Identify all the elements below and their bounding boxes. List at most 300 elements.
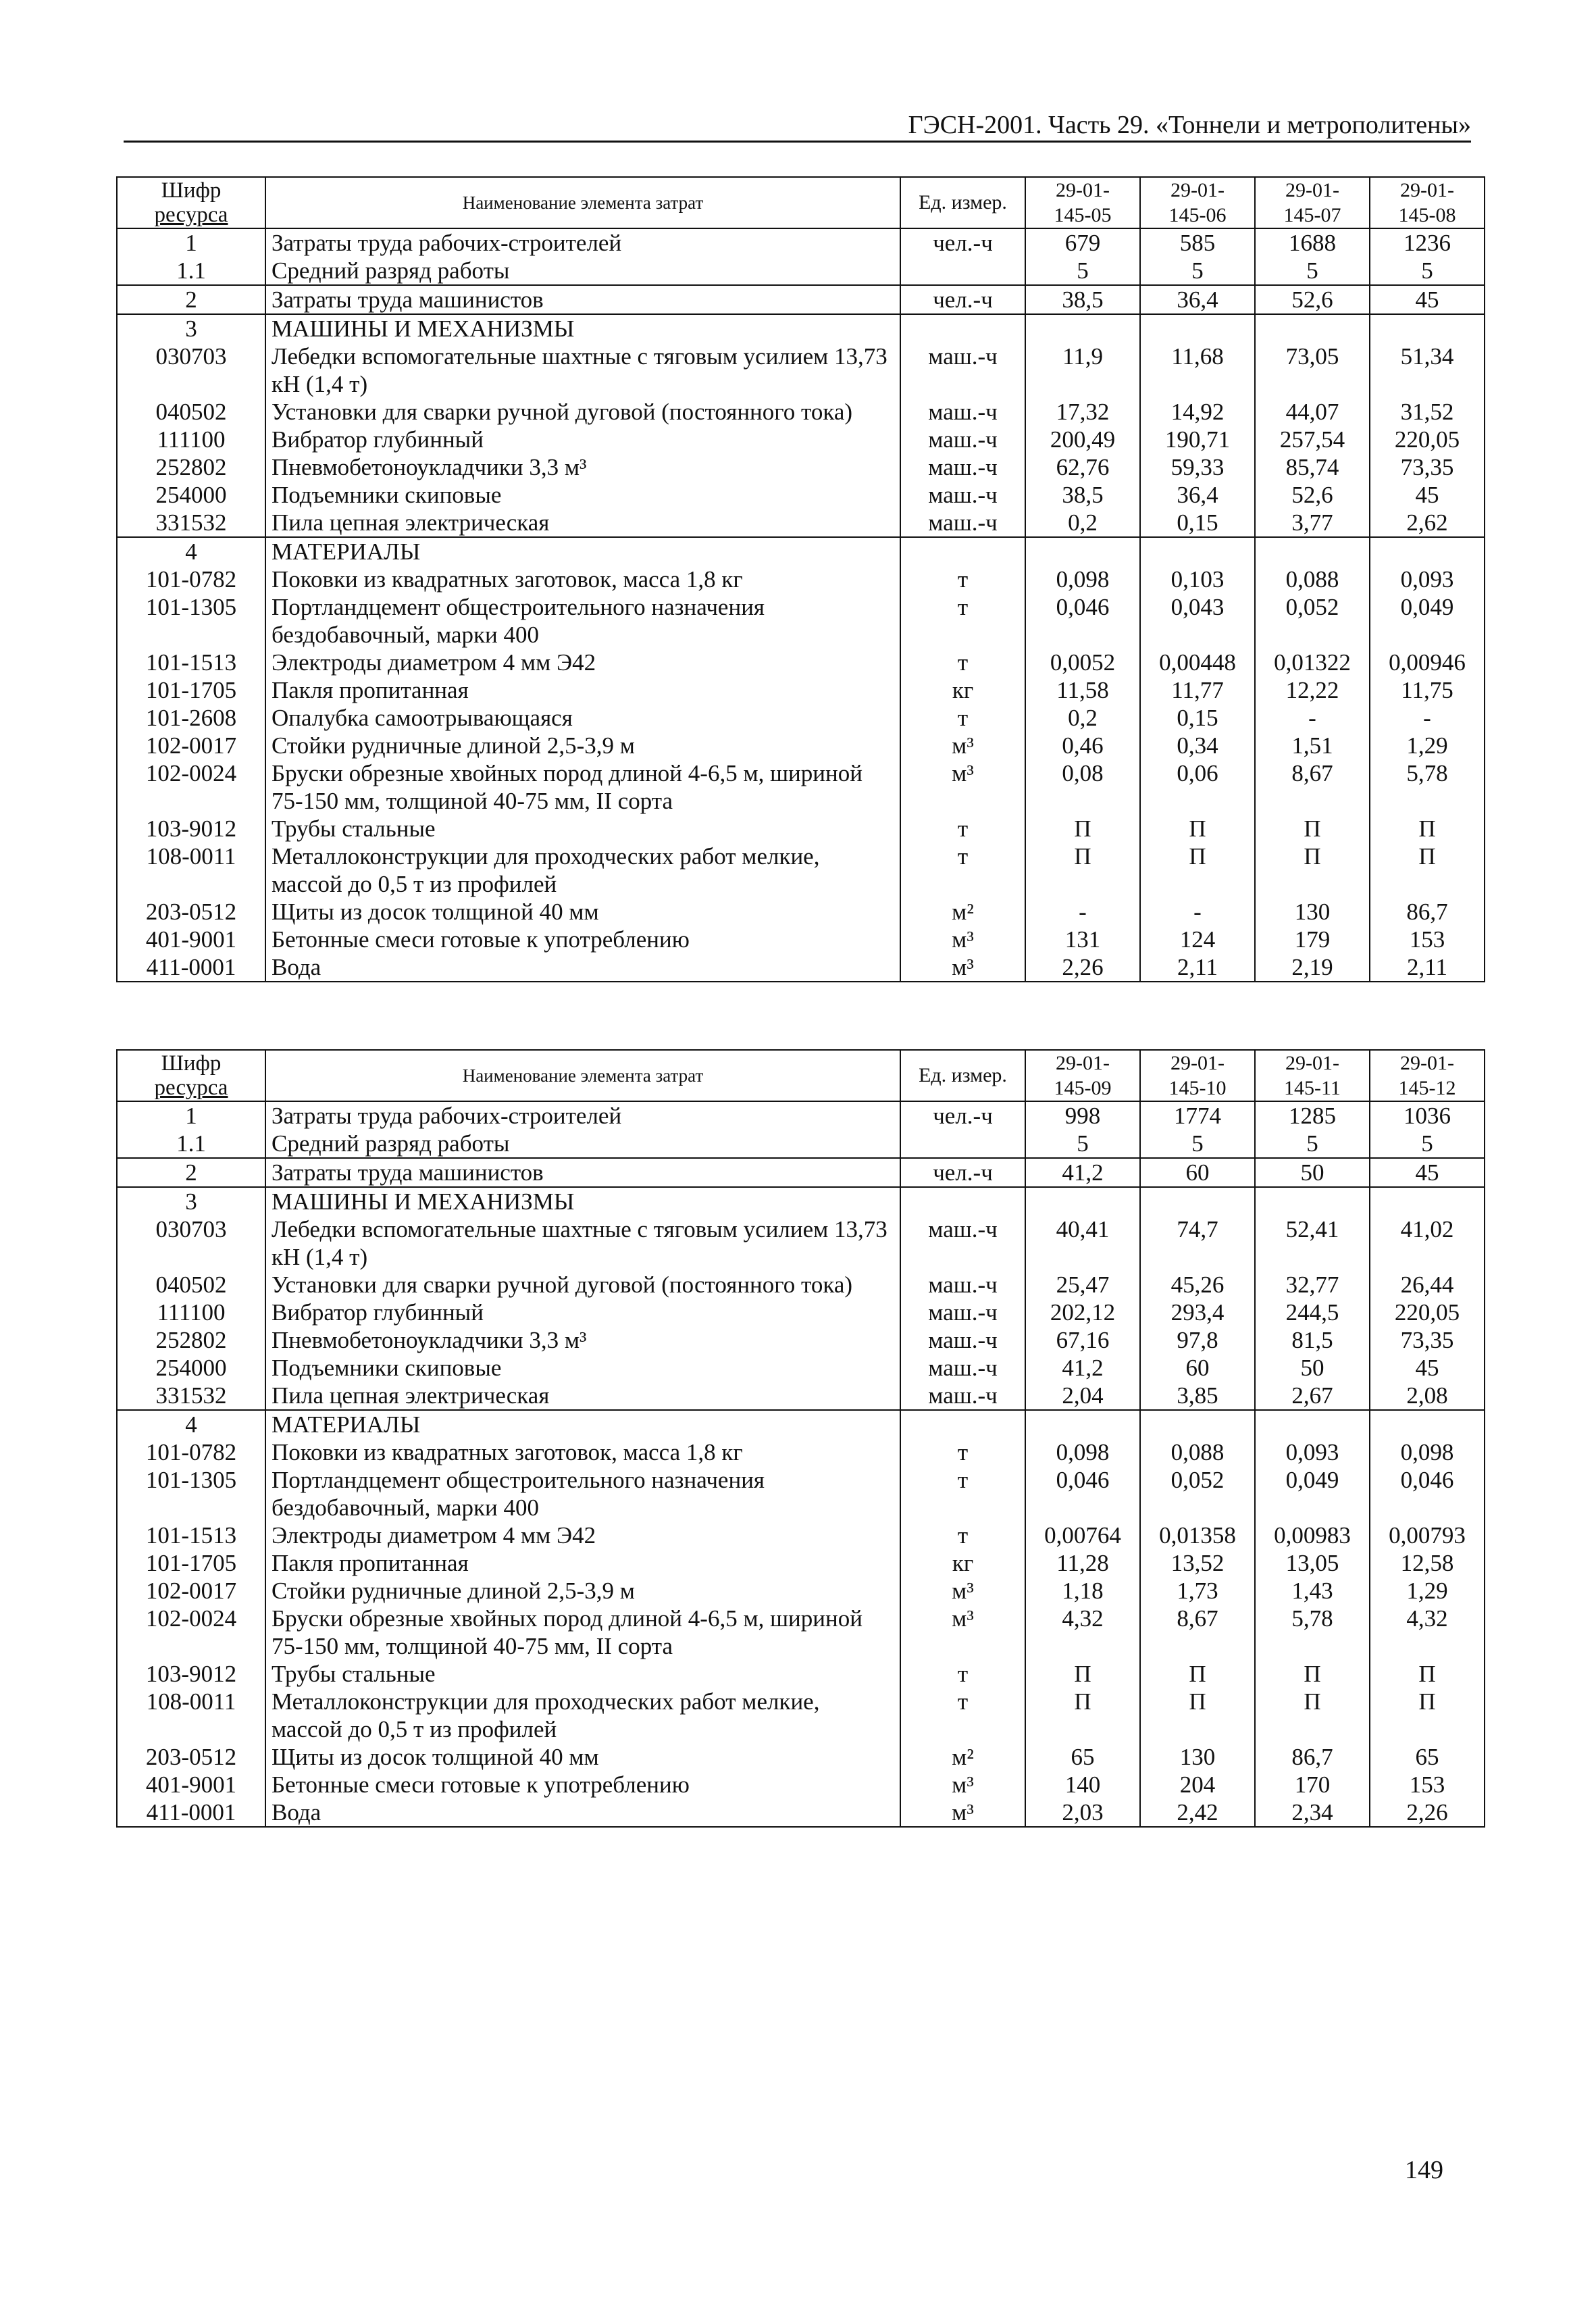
cell-value-2: 0,103 xyxy=(1140,565,1255,593)
cell-unit: маш.-ч xyxy=(900,426,1025,453)
cell-value-3: 2,67 xyxy=(1255,1382,1370,1410)
table-body xyxy=(117,228,1485,982)
cell-value-4: П xyxy=(1370,1660,1485,1688)
cell-value-4: 5 xyxy=(1370,1130,1485,1158)
cell-value-3: 5 xyxy=(1255,257,1370,285)
cell-value-2: 204 xyxy=(1140,1771,1255,1799)
cell-value-4: 5 xyxy=(1370,257,1485,285)
cell-value-3: 86,7 xyxy=(1255,1743,1370,1771)
cell-value-4 xyxy=(1370,1410,1485,1438)
header-col-3 xyxy=(1255,177,1370,228)
cell-name: Затраты труда рабочих-строителей xyxy=(265,228,900,257)
cell-unit xyxy=(900,1410,1025,1438)
cell-value-4: 1236 xyxy=(1370,228,1485,257)
cell-value-1: 41,2 xyxy=(1025,1354,1140,1382)
cell-value-1: 2,03 xyxy=(1025,1799,1140,1827)
cell-name: Затраты труда рабочих-строителей xyxy=(265,1101,900,1130)
cell-name: Бетонные смеси готовые к употреблению xyxy=(265,926,900,953)
cell-code: 203-0512 xyxy=(117,898,265,926)
cell-value-2: - xyxy=(1140,898,1255,926)
cell-unit xyxy=(900,314,1025,343)
cell-value-1: 41,2 xyxy=(1025,1158,1140,1187)
table-row xyxy=(117,565,1485,593)
cell-value-4: 2,26 xyxy=(1370,1799,1485,1827)
header-col-1-b: 145-05 xyxy=(1054,204,1112,226)
cell-value-2: 0,15 xyxy=(1140,704,1255,732)
cell-name: МАШИНЫ И МЕХАНИЗМЫ xyxy=(265,314,900,343)
cell-code: 101-1705 xyxy=(117,676,265,704)
page-header-title: ГЭСН-2001. Часть 29. «Тоннели и метрополитены» xyxy=(908,111,1471,139)
cell-unit: т xyxy=(900,649,1025,676)
cell-value-1 xyxy=(1025,1187,1140,1215)
cell-code: 103-9012 xyxy=(117,815,265,842)
cell-value-3: 1688 xyxy=(1255,228,1370,257)
cell-name: Трубы стальные xyxy=(265,815,900,842)
cell-value-2: 0,043 xyxy=(1140,593,1255,649)
cell-code: 4 xyxy=(117,1410,265,1438)
header-code xyxy=(117,1050,265,1101)
cell-value-3 xyxy=(1255,1187,1370,1215)
table-row xyxy=(117,926,1485,953)
cell-value-1: 0,0052 xyxy=(1025,649,1140,676)
table-row xyxy=(117,1660,1485,1688)
cell-value-1: 62,76 xyxy=(1025,453,1140,481)
table-row xyxy=(117,1605,1485,1660)
cell-value-2: 8,67 xyxy=(1140,1605,1255,1660)
cell-value-3: 5,78 xyxy=(1255,1605,1370,1660)
cell-value-3: 12,22 xyxy=(1255,676,1370,704)
table-row xyxy=(117,759,1485,815)
cell-code: 101-1305 xyxy=(117,1466,265,1521)
cell-code: 101-1513 xyxy=(117,649,265,676)
header-col-4-b: 145-12 xyxy=(1398,1077,1456,1099)
resource-table-2 xyxy=(116,1049,1485,1828)
cell-value-4: 1,29 xyxy=(1370,732,1485,759)
cell-value-1: 0,046 xyxy=(1025,1466,1140,1521)
cell-value-3 xyxy=(1255,537,1370,565)
cell-value-4: П xyxy=(1370,842,1485,898)
cell-value-4: 2,11 xyxy=(1370,953,1485,982)
header-col-3-a: 29-01- xyxy=(1285,1052,1339,1074)
cell-code: 108-0011 xyxy=(117,1688,265,1743)
cell-code: 102-0024 xyxy=(117,1605,265,1660)
cell-unit: м³ xyxy=(900,1771,1025,1799)
header-col-4-b: 145-08 xyxy=(1398,204,1456,226)
table-row xyxy=(117,898,1485,926)
cell-value-1: 202,12 xyxy=(1025,1299,1140,1326)
cell-code: 401-9001 xyxy=(117,1771,265,1799)
cell-code: 2 xyxy=(117,1158,265,1187)
table-row xyxy=(117,1326,1485,1354)
cell-unit: маш.-ч xyxy=(900,1299,1025,1326)
table-row xyxy=(117,398,1485,426)
table-row xyxy=(117,509,1485,537)
cell-code: 101-1705 xyxy=(117,1549,265,1577)
table-row xyxy=(117,1382,1485,1410)
cell-value-3 xyxy=(1255,314,1370,343)
table-row xyxy=(117,815,1485,842)
cell-name: Затраты труда машинистов xyxy=(265,1158,900,1187)
cell-value-3: 13,05 xyxy=(1255,1549,1370,1577)
header-col-3 xyxy=(1255,1050,1370,1101)
cell-value-2: 36,4 xyxy=(1140,481,1255,509)
cell-name: Затраты труда машинистов xyxy=(265,285,900,314)
header-name: Наименование элемента затрат xyxy=(265,1050,900,1101)
cell-value-4: 11,75 xyxy=(1370,676,1485,704)
cell-code: 101-0782 xyxy=(117,1438,265,1466)
header-name: Наименование элемента затрат xyxy=(265,177,900,228)
cell-name: Установки для сварки ручной дуговой (постоянного тока) xyxy=(265,1271,900,1299)
cell-unit: т xyxy=(900,842,1025,898)
cell-value-4: 45 xyxy=(1370,285,1485,314)
cell-code: 030703 xyxy=(117,343,265,398)
cell-code: 1.1 xyxy=(117,1130,265,1158)
cell-value-2: 190,71 xyxy=(1140,426,1255,453)
cell-value-3: 0,01322 xyxy=(1255,649,1370,676)
cell-value-4: 26,44 xyxy=(1370,1271,1485,1299)
cell-code: 254000 xyxy=(117,481,265,509)
cell-name: Щиты из досок толщиной 40 мм xyxy=(265,1743,900,1771)
cell-value-3: 50 xyxy=(1255,1354,1370,1382)
table-row xyxy=(117,704,1485,732)
cell-value-1: 0,46 xyxy=(1025,732,1140,759)
cell-value-3: 8,67 xyxy=(1255,759,1370,815)
cell-value-4: 5,78 xyxy=(1370,759,1485,815)
cell-value-4 xyxy=(1370,537,1485,565)
cell-value-3: 2,34 xyxy=(1255,1799,1370,1827)
cell-unit: маш.-ч xyxy=(900,398,1025,426)
cell-value-2: 14,92 xyxy=(1140,398,1255,426)
cell-value-1 xyxy=(1025,537,1140,565)
cell-code: 030703 xyxy=(117,1215,265,1271)
cell-name: Подъемники скиповые xyxy=(265,481,900,509)
cell-value-2: 36,4 xyxy=(1140,285,1255,314)
header-code-line2: ресурса xyxy=(154,203,228,227)
cell-value-2: 0,06 xyxy=(1140,759,1255,815)
cell-value-3: П xyxy=(1255,842,1370,898)
header-col-1 xyxy=(1025,177,1140,228)
header-col-1-a: 29-01- xyxy=(1056,179,1110,201)
table-row xyxy=(117,257,1485,285)
header-col-1-a: 29-01- xyxy=(1056,1052,1110,1074)
cell-unit: м³ xyxy=(900,1577,1025,1605)
table-row xyxy=(117,1215,1485,1271)
cell-value-4: 31,52 xyxy=(1370,398,1485,426)
cell-unit: т xyxy=(900,815,1025,842)
header-col-2-a: 29-01- xyxy=(1170,179,1225,201)
cell-value-2: 5 xyxy=(1140,1130,1255,1158)
cell-value-4: 0,046 xyxy=(1370,1466,1485,1521)
cell-value-3: - xyxy=(1255,704,1370,732)
cell-value-1: 0,046 xyxy=(1025,593,1140,649)
cell-unit xyxy=(900,1130,1025,1158)
cell-name: Бруски обрезные хвойных пород длиной 4-6,5 м, шириной 75-150 мм, толщиной 40-75 мм, II сорта xyxy=(265,759,900,815)
cell-value-2: 5 xyxy=(1140,257,1255,285)
cell-name: Вибратор глубинный xyxy=(265,1299,900,1326)
cell-value-3: 179 xyxy=(1255,926,1370,953)
cell-value-2: 585 xyxy=(1140,228,1255,257)
cell-value-4: 0,093 xyxy=(1370,565,1485,593)
cell-name: Электроды диаметром 4 мм Э42 xyxy=(265,1521,900,1549)
cell-value-2: П xyxy=(1140,842,1255,898)
cell-value-2: 0,34 xyxy=(1140,732,1255,759)
cell-unit: маш.-ч xyxy=(900,343,1025,398)
cell-unit: м³ xyxy=(900,953,1025,982)
cell-code: 101-1305 xyxy=(117,593,265,649)
cell-value-1 xyxy=(1025,314,1140,343)
cell-unit: маш.-ч xyxy=(900,1382,1025,1410)
cell-value-2: 97,8 xyxy=(1140,1326,1255,1354)
cell-value-1: 25,47 xyxy=(1025,1271,1140,1299)
header-unit: Ед. измер. xyxy=(900,177,1025,228)
cell-value-2: 0,00448 xyxy=(1140,649,1255,676)
table-row xyxy=(117,1466,1485,1521)
cell-name: Металлоконструкции для проходческих работ мелкие, массой до 0,5 т из профилей xyxy=(265,1688,900,1743)
cell-value-2: П xyxy=(1140,815,1255,842)
header-col-2-a: 29-01- xyxy=(1170,1052,1225,1074)
cell-value-3: 0,049 xyxy=(1255,1466,1370,1521)
cell-code: 1 xyxy=(117,1101,265,1130)
cell-name: Поковки из квадратных заготовок, масса 1,8 кг xyxy=(265,1438,900,1466)
table-row xyxy=(117,1799,1485,1827)
cell-value-3: 244,5 xyxy=(1255,1299,1370,1326)
table-row xyxy=(117,649,1485,676)
table-body xyxy=(117,1101,1485,1827)
cell-name: Вода xyxy=(265,1799,900,1827)
cell-code: 102-0017 xyxy=(117,732,265,759)
cell-name: Стойки рудничные длиной 2,5-3,9 м xyxy=(265,1577,900,1605)
cell-value-2: 0,052 xyxy=(1140,1466,1255,1521)
cell-value-4: 12,58 xyxy=(1370,1549,1485,1577)
cell-unit: чел.-ч xyxy=(900,1158,1025,1187)
cell-value-3: 170 xyxy=(1255,1771,1370,1799)
cell-unit: т xyxy=(900,593,1025,649)
cell-code: 101-2608 xyxy=(117,704,265,732)
cell-code: 3 xyxy=(117,314,265,343)
cell-unit: м² xyxy=(900,1743,1025,1771)
cell-value-1 xyxy=(1025,1410,1140,1438)
cell-value-2: 124 xyxy=(1140,926,1255,953)
cell-value-1: 0,00764 xyxy=(1025,1521,1140,1549)
header-col-3-b: 145-11 xyxy=(1284,1077,1341,1099)
table-row xyxy=(117,1410,1485,1438)
cell-name: Поковки из квадратных заготовок, масса 1,8 кг xyxy=(265,565,900,593)
cell-name: Пила цепная электрическая xyxy=(265,1382,900,1410)
cell-value-3: 52,41 xyxy=(1255,1215,1370,1271)
cell-value-3: 0,052 xyxy=(1255,593,1370,649)
header-divider xyxy=(124,141,1471,143)
cell-value-2: 74,7 xyxy=(1140,1215,1255,1271)
cell-value-3: 2,19 xyxy=(1255,953,1370,982)
cell-name: Вода xyxy=(265,953,900,982)
cell-name: Пневмобетоноукладчики 3,3 м³ xyxy=(265,453,900,481)
cell-unit: кг xyxy=(900,676,1025,704)
cell-name: Пакля пропитанная xyxy=(265,1549,900,1577)
table-row xyxy=(117,593,1485,649)
cell-unit: т xyxy=(900,1688,1025,1743)
cell-value-2 xyxy=(1140,1187,1255,1215)
cell-value-3: П xyxy=(1255,815,1370,842)
cell-unit: маш.-ч xyxy=(900,509,1025,537)
cell-value-1: 1,18 xyxy=(1025,1577,1140,1605)
cell-value-3 xyxy=(1255,1410,1370,1438)
cell-unit xyxy=(900,257,1025,285)
table-row xyxy=(117,1688,1485,1743)
cell-value-1: 17,32 xyxy=(1025,398,1140,426)
cell-name: Пакля пропитанная xyxy=(265,676,900,704)
cell-name: Вибратор глубинный xyxy=(265,426,900,453)
cell-value-3: 81,5 xyxy=(1255,1326,1370,1354)
cell-unit xyxy=(900,537,1025,565)
cell-name: Пневмобетоноукладчики 3,3 м³ xyxy=(265,1326,900,1354)
cell-value-1: 38,5 xyxy=(1025,285,1140,314)
cell-value-4: 45 xyxy=(1370,1354,1485,1382)
cell-name: Опалубка самоотрывающаяся xyxy=(265,704,900,732)
cell-value-2: 60 xyxy=(1140,1158,1255,1187)
cell-value-4: 1036 xyxy=(1370,1101,1485,1130)
cell-code: 3 xyxy=(117,1187,265,1215)
cell-name: Лебедки вспомогательные шахтные с тяговым усилием 13,73 кН (1,4 т) xyxy=(265,343,900,398)
cell-value-2: П xyxy=(1140,1660,1255,1688)
table-row xyxy=(117,953,1485,982)
cell-unit: т xyxy=(900,1521,1025,1549)
resource-table-1 xyxy=(116,176,1485,982)
table-row xyxy=(117,343,1485,398)
table-row xyxy=(117,1158,1485,1187)
cell-code: 040502 xyxy=(117,1271,265,1299)
cell-unit: маш.-ч xyxy=(900,1271,1025,1299)
cell-unit: м² xyxy=(900,898,1025,926)
cell-value-1: 11,28 xyxy=(1025,1549,1140,1577)
cell-value-4: 2,62 xyxy=(1370,509,1485,537)
cell-value-2: 0,088 xyxy=(1140,1438,1255,1466)
header-col-1 xyxy=(1025,1050,1140,1101)
header-col-4-a: 29-01- xyxy=(1400,1052,1454,1074)
cell-value-2: 2,11 xyxy=(1140,953,1255,982)
cell-value-4: П xyxy=(1370,815,1485,842)
cell-value-1: 0,098 xyxy=(1025,1438,1140,1466)
cell-name: МАТЕРИАЛЫ xyxy=(265,537,900,565)
cell-code: 040502 xyxy=(117,398,265,426)
cell-value-3: 50 xyxy=(1255,1158,1370,1187)
cell-value-4: 41,02 xyxy=(1370,1215,1485,1271)
cell-code: 102-0017 xyxy=(117,1577,265,1605)
cell-code: 252802 xyxy=(117,1326,265,1354)
cell-value-1: 679 xyxy=(1025,228,1140,257)
cell-value-3: 44,07 xyxy=(1255,398,1370,426)
cell-value-4: 65 xyxy=(1370,1743,1485,1771)
cell-value-4: 0,00793 xyxy=(1370,1521,1485,1549)
cell-unit: чел.-ч xyxy=(900,285,1025,314)
cell-unit: чел.-ч xyxy=(900,1101,1025,1130)
cell-value-1: 5 xyxy=(1025,1130,1140,1158)
cell-code: 101-1513 xyxy=(117,1521,265,1549)
cell-value-1: 0,2 xyxy=(1025,704,1140,732)
cell-value-4: 1,29 xyxy=(1370,1577,1485,1605)
cell-value-2: 293,4 xyxy=(1140,1299,1255,1326)
table-row xyxy=(117,314,1485,343)
cell-value-2: 59,33 xyxy=(1140,453,1255,481)
cell-value-3: 52,6 xyxy=(1255,481,1370,509)
cell-value-4 xyxy=(1370,314,1485,343)
cell-value-2: 13,52 xyxy=(1140,1549,1255,1577)
table-row xyxy=(117,1187,1485,1215)
cell-unit xyxy=(900,1187,1025,1215)
cell-value-1: 4,32 xyxy=(1025,1605,1140,1660)
header-col-3-a: 29-01- xyxy=(1285,179,1339,201)
cell-code: 254000 xyxy=(117,1354,265,1382)
cell-unit: маш.-ч xyxy=(900,1354,1025,1382)
header-col-4 xyxy=(1370,177,1485,228)
cell-name: Бетонные смеси готовые к употреблению xyxy=(265,1771,900,1799)
header-unit: Ед. измер. xyxy=(900,1050,1025,1101)
header-code-line1: Шифр xyxy=(161,1051,222,1076)
table-header-row xyxy=(117,177,1485,228)
cell-name: Бруски обрезные хвойных пород длиной 4-6,5 м, шириной 75-150 мм, толщиной 40-75 мм, II сорта xyxy=(265,1605,900,1660)
cell-value-1: 998 xyxy=(1025,1101,1140,1130)
cell-value-2: 1774 xyxy=(1140,1101,1255,1130)
cell-value-1: 140 xyxy=(1025,1771,1140,1799)
cell-name: Лебедки вспомогательные шахтные с тяговым усилием 13,73 кН (1,4 т) xyxy=(265,1215,900,1271)
cell-value-4: 220,05 xyxy=(1370,426,1485,453)
cell-code: 1.1 xyxy=(117,257,265,285)
cell-value-2: 45,26 xyxy=(1140,1271,1255,1299)
cell-name: Средний разряд работы xyxy=(265,257,900,285)
cell-value-2: 11,68 xyxy=(1140,343,1255,398)
cell-unit: т xyxy=(900,1660,1025,1688)
cell-unit: т xyxy=(900,1466,1025,1521)
cell-value-2: 0,15 xyxy=(1140,509,1255,537)
cell-value-4: 45 xyxy=(1370,481,1485,509)
cell-value-3: 257,54 xyxy=(1255,426,1370,453)
cell-code: 1 xyxy=(117,228,265,257)
cell-value-2: 2,42 xyxy=(1140,1799,1255,1827)
cell-value-1: 5 xyxy=(1025,257,1140,285)
table-row xyxy=(117,228,1485,257)
cell-value-1: 40,41 xyxy=(1025,1215,1140,1271)
cell-value-3: 1,51 xyxy=(1255,732,1370,759)
cell-code: 101-0782 xyxy=(117,565,265,593)
table-row xyxy=(117,285,1485,314)
table-row xyxy=(117,537,1485,565)
cell-value-1: 0,098 xyxy=(1025,565,1140,593)
cell-code: 4 xyxy=(117,537,265,565)
cell-value-1: П xyxy=(1025,1660,1140,1688)
cell-unit: маш.-ч xyxy=(900,481,1025,509)
cell-value-4: 86,7 xyxy=(1370,898,1485,926)
table-row xyxy=(117,842,1485,898)
cell-value-3: 73,05 xyxy=(1255,343,1370,398)
cell-value-4: 0,00946 xyxy=(1370,649,1485,676)
cell-value-2: 1,73 xyxy=(1140,1577,1255,1605)
table-row xyxy=(117,1299,1485,1326)
header-col-4-a: 29-01- xyxy=(1400,179,1454,201)
cell-code: 111100 xyxy=(117,1299,265,1326)
cell-value-3: 85,74 xyxy=(1255,453,1370,481)
cell-code: 203-0512 xyxy=(117,1743,265,1771)
table-row xyxy=(117,732,1485,759)
cell-value-2: 130 xyxy=(1140,1743,1255,1771)
cell-value-4: 153 xyxy=(1370,926,1485,953)
table-row xyxy=(117,1549,1485,1577)
cell-name: Подъемники скиповые xyxy=(265,1354,900,1382)
cell-unit: т xyxy=(900,704,1025,732)
cell-value-4: 73,35 xyxy=(1370,453,1485,481)
cell-name: Трубы стальные xyxy=(265,1660,900,1688)
cell-value-1: 200,49 xyxy=(1025,426,1140,453)
table-row xyxy=(117,1271,1485,1299)
cell-value-1: П xyxy=(1025,815,1140,842)
